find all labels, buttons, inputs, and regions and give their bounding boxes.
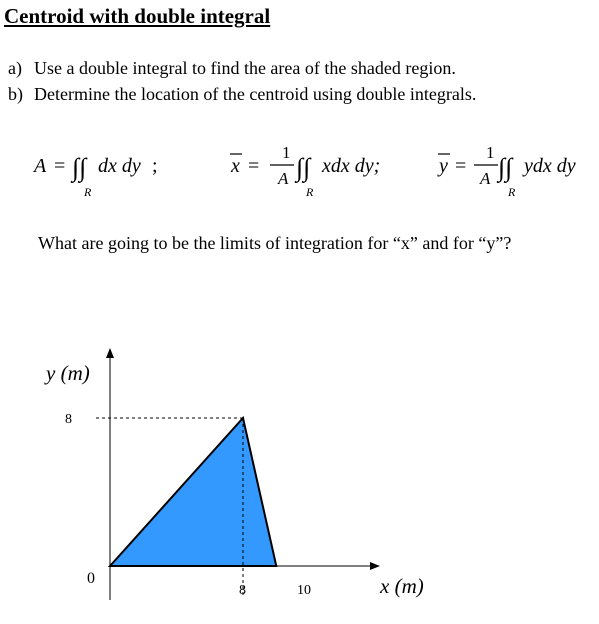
- y-axis-label: y (m): [46, 361, 90, 385]
- xbar-integrand: xdx dy;: [322, 155, 381, 177]
- area-equals: =: [54, 155, 66, 177]
- question-b-label: b): [8, 84, 23, 104]
- x-tick-label-8: 8: [239, 583, 246, 598]
- xbar-lhs: x: [231, 155, 240, 177]
- x-axis-arrow: [370, 562, 380, 570]
- origin-label: 0: [87, 570, 95, 587]
- question-b: [8, 84, 476, 105]
- question-a: [8, 58, 456, 79]
- ybar-lhs: y: [439, 155, 448, 177]
- area-semicolon: ;: [152, 155, 158, 177]
- y-tick-label-8: 8: [65, 412, 72, 427]
- centroid-formulas: [0, 132, 599, 212]
- xbar-numerator: 1: [282, 143, 291, 162]
- question-a-label: a): [8, 58, 22, 78]
- y-axis-arrow: [106, 348, 114, 358]
- x-axis-label: x (m): [380, 574, 424, 598]
- area-region-label: R: [84, 185, 92, 199]
- ybar-region-label: R: [508, 185, 516, 199]
- ybar-numerator: 1: [486, 143, 495, 162]
- x-tick-label-10: 10: [297, 583, 311, 598]
- page-title: Centroid with double integral: [4, 4, 271, 28]
- ybar-denominator: A: [480, 169, 491, 188]
- xbar-equals: =: [248, 155, 260, 177]
- area-lhs: A: [34, 155, 47, 177]
- xbar-denominator: A: [278, 169, 289, 188]
- xbar-region-label: R: [306, 185, 314, 199]
- question-b-text: Determine the location of the centroid using double integrals.: [34, 84, 477, 104]
- xbar-formula: [230, 143, 380, 199]
- question-a-text: Use a double integral to find the area of the shaded region.: [34, 58, 456, 78]
- ybar-equals: =: [455, 155, 467, 177]
- shaded-region: [110, 418, 276, 566]
- area-integral-sign: ∫∫: [72, 153, 87, 182]
- limits-question: What are going to be the limits of integration for “x” and for “y”?: [38, 233, 512, 253]
- area-integrand: dx dy: [98, 155, 141, 177]
- ybar-integrand: ydx dy: [524, 155, 576, 177]
- ybar-formula: [437, 143, 576, 199]
- xbar-integral-sign: ∫∫: [296, 153, 311, 182]
- ybar-integral-sign: ∫∫: [498, 153, 513, 182]
- area-formula: [32, 153, 158, 199]
